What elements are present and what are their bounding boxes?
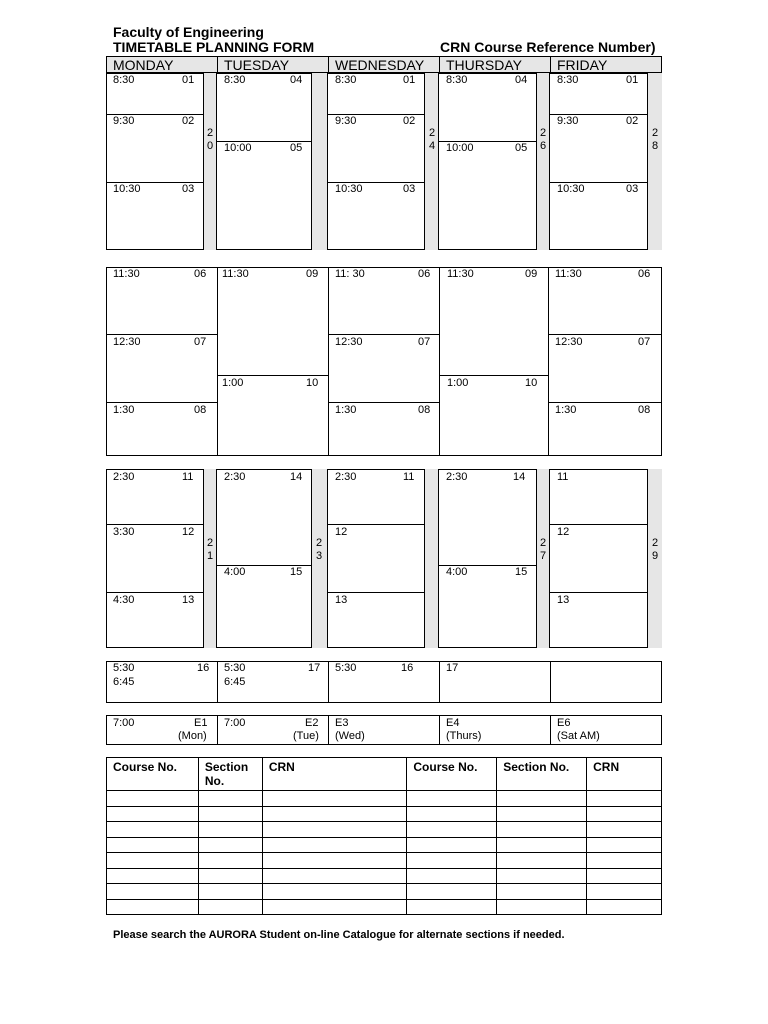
table-cell-entry[interactable] [587, 884, 662, 900]
slot-code: 08 [194, 404, 207, 416]
table-cell-entry[interactable] [497, 884, 587, 900]
slot-time: 11:30 [555, 268, 582, 280]
slot-time: 1:00 [447, 377, 469, 389]
slot-time: 2:30 [224, 471, 246, 483]
slot-time: 1:30 [335, 404, 357, 416]
table-cell-entry[interactable] [497, 791, 587, 807]
slot-code: 09 [306, 268, 319, 280]
slot-time: 10:30 [557, 183, 585, 195]
slot-time: 11: 30 [335, 268, 365, 280]
side-number: 2 6 [539, 127, 547, 152]
side-column [536, 73, 550, 250]
column-header-crn: CRN [262, 758, 407, 791]
slot-code: 01 [182, 74, 195, 86]
slot-code: E1 [194, 717, 208, 729]
slot-time: 12:30 [335, 336, 363, 348]
table-cell-entry[interactable] [107, 853, 199, 869]
slot-time: 10:00 [224, 142, 252, 154]
slot-time: 9:30 [113, 115, 135, 127]
table-cell-entry[interactable] [407, 806, 497, 822]
table-cell-entry[interactable] [262, 837, 407, 853]
slot-code: 16 [401, 662, 414, 674]
slot-time: 1:00 [222, 377, 244, 389]
slot-code: 07 [194, 336, 207, 348]
slot-code: 07 [638, 336, 651, 348]
slot-code: 03 [626, 183, 639, 195]
side-column [203, 73, 217, 250]
slot-time: 11:30 [222, 268, 249, 280]
side-column [647, 73, 662, 250]
side-number: 2 8 [651, 127, 659, 152]
slot-code: 15 [290, 566, 303, 578]
table-cell-entry[interactable] [198, 791, 262, 807]
day-header-friday: FRIDAY [550, 56, 662, 73]
slot-code: 16 [197, 662, 210, 674]
slot-time: 2:30 [113, 471, 135, 483]
slot-code: 02 [182, 115, 195, 127]
slot-sub: (Thurs) [446, 730, 482, 742]
table-cell-entry[interactable] [262, 853, 407, 869]
slot-time: 11:30 [447, 268, 474, 280]
table-row [107, 822, 662, 838]
table-cell-entry[interactable] [107, 837, 199, 853]
slot-time: 11:30 [113, 268, 140, 280]
side-column [424, 73, 439, 250]
slot-time: 10:30 [113, 183, 141, 195]
slot-code: 11 [403, 471, 415, 483]
slot-time: 10:00 [446, 142, 474, 154]
table-cell-entry[interactable] [107, 791, 199, 807]
table-cell-entry[interactable] [407, 822, 497, 838]
morning-block [106, 73, 662, 250]
table-row [107, 899, 662, 915]
table-cell-entry[interactable] [262, 884, 407, 900]
table-cell-entry[interactable] [497, 806, 587, 822]
slot-code: 13 [335, 594, 348, 606]
table-cell-entry[interactable] [407, 791, 497, 807]
slot-code: 02 [626, 115, 639, 127]
side-number: 2 7 [539, 537, 547, 562]
slot-code: 09 [525, 268, 538, 280]
table-cell-entry[interactable] [262, 868, 407, 884]
slot-code: 01 [626, 74, 639, 86]
slot-code: 06 [418, 268, 431, 280]
day-header-tuesday: TUESDAY [217, 56, 329, 73]
table-cell-entry[interactable] [587, 837, 662, 853]
table-cell-entry[interactable] [198, 884, 262, 900]
slot-code: 01 [403, 74, 416, 86]
side-number: 2 9 [651, 537, 659, 562]
slot-code: 11 [182, 471, 194, 483]
slot-code: E4 [446, 717, 460, 729]
day-header-thursday: THURSDAY [439, 56, 551, 73]
table-row [107, 806, 662, 822]
table-cell-entry[interactable] [107, 822, 199, 838]
slot-code: 05 [515, 142, 528, 154]
course-table [106, 757, 662, 915]
table-cell-entry[interactable] [587, 868, 662, 884]
slot-code: 17 [308, 662, 321, 674]
slot-time: 4:00 [446, 566, 468, 578]
slot-sub: (Tue) [293, 730, 319, 742]
table-cell-entry[interactable] [407, 884, 497, 900]
slot-code: 08 [638, 404, 651, 416]
table-cell-entry[interactable] [497, 822, 587, 838]
slot-code: 10 [306, 377, 319, 389]
slot-code: 04 [515, 74, 528, 86]
slot-time: 8:30 [335, 74, 357, 86]
table-cell-entry[interactable] [107, 884, 199, 900]
slot-time: 5:30 [113, 662, 135, 674]
slot-code: 06 [194, 268, 207, 280]
crn-legend: CRN Course Reference Number) [440, 39, 656, 55]
slot-time: 8:30 [224, 74, 246, 86]
table-cell-entry[interactable] [407, 837, 497, 853]
slot-code: 12 [335, 526, 348, 538]
table-header-row [107, 758, 662, 791]
column-header-crn: CRN [587, 758, 662, 791]
slot-code: 07 [418, 336, 431, 348]
day-header-monday: MONDAY [106, 56, 218, 73]
slot-time: 9:30 [335, 115, 357, 127]
table-cell-entry[interactable] [497, 853, 587, 869]
table-cell-entry[interactable] [262, 791, 407, 807]
slot-code: E6 [557, 717, 571, 729]
table-cell-entry[interactable] [262, 806, 407, 822]
table-cell-entry[interactable] [497, 868, 587, 884]
table-row [107, 884, 662, 900]
slot-code: 08 [418, 404, 431, 416]
column-header-course-no: Course No. [407, 758, 497, 791]
slot-code: 05 [290, 142, 303, 154]
column-header-course-no: Course No. [107, 758, 199, 791]
side-number: 2 3 [315, 537, 323, 562]
footer-note: Please search the AURORA Student on-line Catalogue for alternate sections if needed. [113, 929, 565, 941]
table-cell-entry[interactable] [107, 868, 199, 884]
side-column [311, 73, 328, 250]
table-cell-entry[interactable] [198, 822, 262, 838]
table-cell-entry[interactable] [198, 806, 262, 822]
faculty-title: Faculty of Engineering [113, 24, 264, 40]
slot-code: 10 [525, 377, 538, 389]
slot-time: 1:30 [555, 404, 577, 416]
slot-time: 8:30 [557, 74, 579, 86]
slot-time: 12:30 [555, 336, 583, 348]
slot-time: 7:00 [113, 717, 135, 729]
slot-time: 5:30 [224, 662, 246, 674]
slot-code: 13 [557, 594, 570, 606]
slot-time: 4:30 [113, 594, 135, 606]
column-header-section-no: Section No. [198, 758, 262, 791]
table-cell-entry[interactable] [407, 899, 497, 915]
slot-code: 02 [403, 115, 416, 127]
table-cell-entry[interactable] [497, 899, 587, 915]
slot-time: 9:30 [557, 115, 579, 127]
midday-block [106, 267, 662, 456]
slot-code: 11 [557, 471, 569, 483]
table-cell-entry[interactable] [587, 806, 662, 822]
slot-sub: (Wed) [335, 730, 365, 742]
table-cell-entry[interactable] [587, 853, 662, 869]
table-cell-entry[interactable] [407, 868, 497, 884]
table-cell-entry[interactable] [198, 853, 262, 869]
slot-time: 2:30 [446, 471, 468, 483]
side-number: 2 0 [206, 127, 214, 152]
slot-code: 04 [290, 74, 303, 86]
table-row [107, 853, 662, 869]
slot-time: 2:30 [335, 471, 357, 483]
slot-time: 3:30 [113, 526, 135, 538]
table-cell-entry[interactable] [262, 899, 407, 915]
table-cell-entry[interactable] [198, 868, 262, 884]
slot-sub: (Sat AM) [557, 730, 600, 742]
table-cell-entry[interactable] [407, 853, 497, 869]
table-cell-entry[interactable] [587, 899, 662, 915]
column-header-section-no: Section No. [497, 758, 587, 791]
table-cell-entry[interactable] [107, 899, 199, 915]
slot-time: 4:00 [224, 566, 246, 578]
table-row [107, 837, 662, 853]
slot-code: 03 [403, 183, 416, 195]
slot-time: 5:30 [335, 662, 357, 674]
table-cell-entry[interactable] [262, 822, 407, 838]
side-number: 2 1 [206, 537, 214, 562]
afternoon-block [106, 469, 662, 648]
table-row [107, 791, 662, 807]
slot-time: 8:30 [446, 74, 468, 86]
slot-time: 8:30 [113, 74, 135, 86]
slot-code: E3 [335, 717, 349, 729]
slot-time: 6:45 [224, 676, 246, 688]
table-cell-entry[interactable] [107, 806, 199, 822]
slot-time: 1:30 [113, 404, 135, 416]
slot-code: 17 [446, 662, 459, 674]
table-row [107, 868, 662, 884]
slot-code: 03 [182, 183, 195, 195]
form-title: TIMETABLE PLANNING FORM [113, 39, 315, 55]
slot-code: 12 [557, 526, 570, 538]
slot-code: 06 [638, 268, 651, 280]
day-header-wednesday: WEDNESDAY [328, 56, 440, 73]
slot-code: 15 [515, 566, 528, 578]
slot-time: 6:45 [113, 676, 135, 688]
table-cell-entry[interactable] [497, 837, 587, 853]
slot-time: 7:00 [224, 717, 246, 729]
slot-time: 10:30 [335, 183, 363, 195]
slot-code: 13 [182, 594, 195, 606]
slot-sub: (Mon) [178, 730, 207, 742]
slot-code: 12 [182, 526, 195, 538]
slot-code: 14 [290, 471, 303, 483]
side-number: 2 4 [428, 127, 436, 152]
table-cell-entry[interactable] [198, 899, 262, 915]
table-cell-entry[interactable] [587, 822, 662, 838]
slot-code: 14 [513, 471, 526, 483]
slot-code: E2 [305, 717, 319, 729]
evening-block [106, 661, 662, 703]
side-column [424, 469, 439, 648]
table-cell-entry[interactable] [198, 837, 262, 853]
slot-time: 12:30 [113, 336, 141, 348]
table-cell-entry[interactable] [587, 791, 662, 807]
